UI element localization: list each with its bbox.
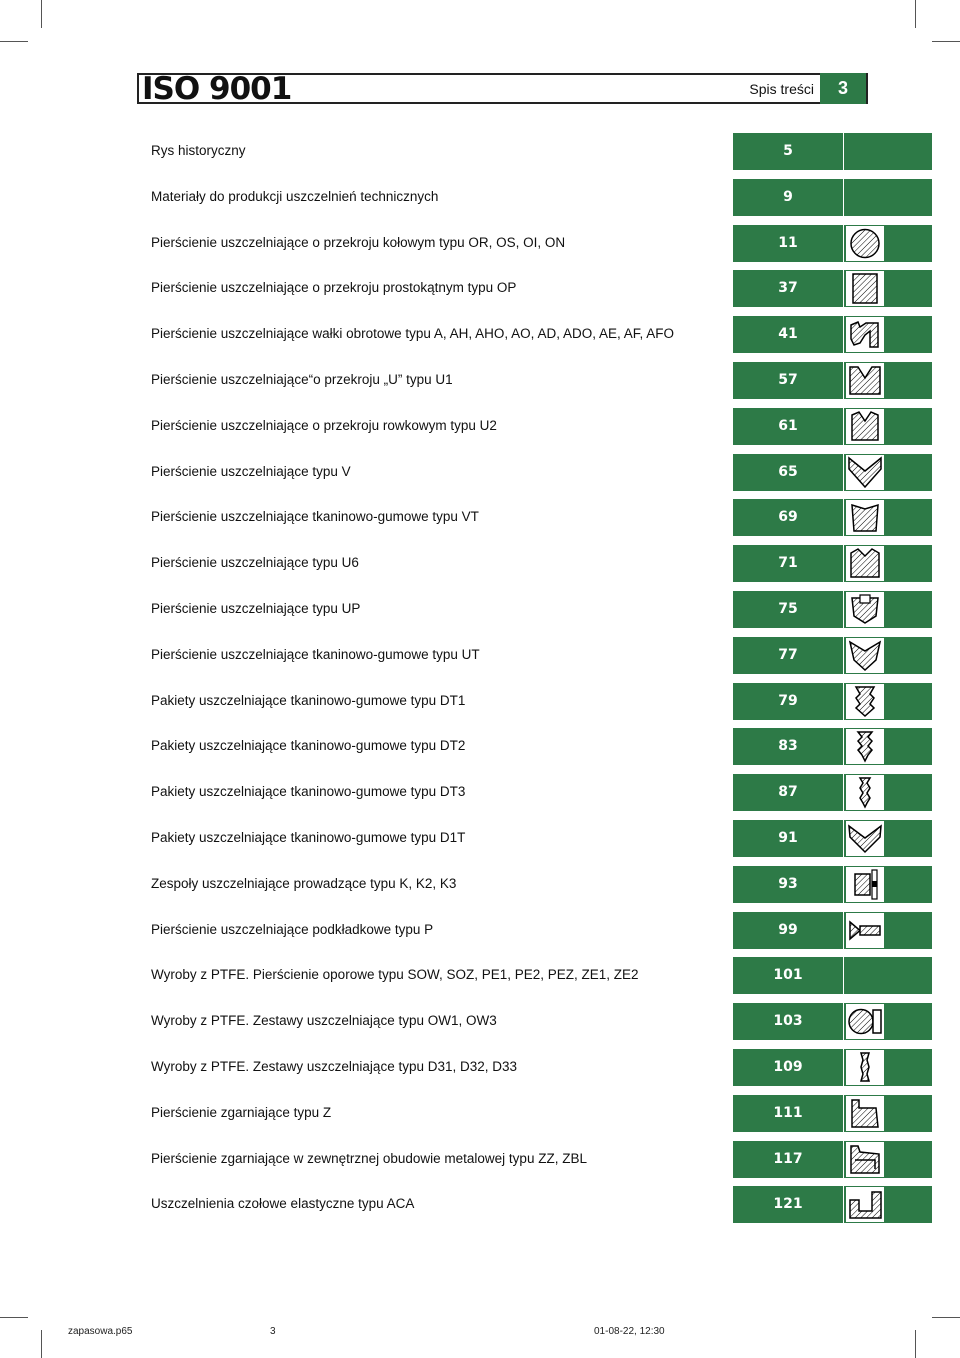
toc-row[interactable] (0, 637, 960, 674)
toc-title: Wyroby z PTFE. Zestawy uszczelniające typu OW1, OW3 (151, 1013, 497, 1028)
toc-title: Pierścienie uszczelniające typu U6 (151, 555, 359, 570)
o-ring-section-icon (846, 226, 884, 261)
toc-page-number[interactable]: 9 (733, 179, 843, 216)
toc-row[interactable] (0, 866, 960, 903)
dt3-stack-icon (846, 775, 884, 810)
toc-page-number[interactable]: 91 (733, 820, 843, 857)
toc-icon-cell (844, 133, 932, 170)
toc-row[interactable] (0, 957, 960, 994)
toc-page-number[interactable]: 71 (733, 545, 843, 582)
toc-title: Pierścienie uszczelniające wałki obrotowe typu A, AH, AHO, AO, AD, ADO, AE, AF, AFO (151, 326, 674, 341)
section-label: Spis treści (749, 81, 814, 97)
toc-page-number[interactable]: 121 (733, 1186, 843, 1223)
toc-row[interactable] (0, 362, 960, 399)
dt1-stack-icon (846, 684, 884, 719)
toc-row[interactable] (0, 133, 960, 170)
toc-icon-cell (844, 316, 932, 353)
toc-row[interactable] (0, 820, 960, 857)
shaft-seal-section-icon (846, 317, 884, 352)
toc-icon-cell (844, 957, 932, 994)
footer-filename: zapasowa.p65 (68, 1326, 133, 1337)
d1t-stack-icon (846, 821, 884, 856)
toc-title: Pierścienie uszczelniające tkaninowo-gumowe typu UT (151, 647, 480, 662)
toc-title: Wyroby z PTFE. Zestawy uszczelniające typu D31, D32, D33 (151, 1059, 518, 1074)
toc-icon-cell (844, 591, 932, 628)
crop-mark (0, 1317, 28, 1318)
toc-icon-cell (844, 1095, 932, 1132)
toc-title: Uszczelnienia czołowe elastyczne typu ACA (151, 1196, 415, 1211)
toc-row[interactable] (0, 454, 960, 491)
toc-page-number[interactable]: 57 (733, 362, 843, 399)
ptfe-ow-set-icon (846, 1004, 884, 1039)
toc-icon-cell (844, 408, 932, 445)
footer-page: 3 (270, 1326, 276, 1337)
toc-title: Pierścienie uszczelniające“o przekroju „U” typu U1 (151, 372, 453, 387)
toc-title: Pierścienie uszczelniające typu V (151, 464, 351, 479)
toc-page-number[interactable]: 41 (733, 316, 843, 353)
toc-title: Pierścienie uszczelniające o przekroju kołowym typu OR, OS, OI, ON (151, 235, 566, 250)
toc-title: Materiały do produkcji uszczelnień technicznych (151, 189, 439, 204)
crop-mark (932, 41, 960, 42)
toc-icon-cell (844, 1186, 932, 1223)
crop-mark (0, 41, 28, 42)
page-header (137, 71, 868, 107)
guide-seal-icon (846, 867, 884, 902)
ut-section-icon (846, 638, 884, 673)
toc-page-number[interactable]: 117 (733, 1141, 843, 1178)
toc-title: Rys historyczny (151, 143, 246, 158)
toc-icon-cell (844, 270, 932, 307)
toc-page-number[interactable]: 83 (733, 728, 843, 765)
crop-mark (41, 1330, 42, 1358)
crop-mark (41, 0, 42, 28)
toc-row[interactable] (0, 1141, 960, 1178)
toc-row[interactable] (0, 912, 960, 949)
toc-icon-cell (844, 545, 932, 582)
crop-mark (915, 1330, 916, 1358)
toc-row[interactable] (0, 1003, 960, 1040)
toc-page-number[interactable]: 75 (733, 591, 843, 628)
face-seal-section-icon (846, 1187, 884, 1222)
toc-row[interactable] (0, 683, 960, 720)
toc-title: Pakiety uszczelniające tkaninowo-gumowe typu DT3 (151, 784, 466, 799)
rectangular-section-icon (846, 271, 884, 306)
toc-page-number[interactable]: 77 (733, 637, 843, 674)
toc-page-number[interactable]: 69 (733, 499, 843, 536)
toc-icon-cell (844, 728, 932, 765)
toc-page-number[interactable]: 11 (733, 225, 843, 262)
v-section-icon (846, 455, 884, 490)
toc-page-number[interactable]: 111 (733, 1095, 843, 1132)
toc-title: Pakiety uszczelniające tkaninowo-gumowe typu DT1 (151, 693, 466, 708)
toc-page-number[interactable]: 79 (733, 683, 843, 720)
toc-page-number[interactable]: 101 (733, 957, 843, 994)
dt2-stack-icon (846, 729, 884, 764)
toc-icon-cell (844, 179, 932, 216)
toc-title: Wyroby z PTFE. Pierścienie oporowe typu SOW, SOZ, PE1, PE2, PEZ, ZE1, ZE2 (151, 967, 639, 982)
u6-section-icon (846, 546, 884, 581)
toc-row[interactable] (0, 1095, 960, 1132)
toc-row[interactable] (0, 1186, 960, 1223)
toc-icon-cell (844, 454, 932, 491)
toc-icon-cell (844, 774, 932, 811)
footer-timestamp: 01-08-22, 12:30 (594, 1326, 665, 1337)
toc-title: Pierścienie uszczelniające typu UP (151, 601, 361, 616)
toc-icon-cell (844, 1049, 932, 1086)
toc-title: Pierścienie uszczelniające o przekroju rowkowym typu U2 (151, 418, 497, 433)
toc-page-number[interactable]: 65 (733, 454, 843, 491)
toc-page-number[interactable]: 5 (733, 133, 843, 170)
toc-page-number[interactable]: 99 (733, 912, 843, 949)
toc-title: Pakiety uszczelniające tkaninowo-gumowe typu D1T (151, 830, 466, 845)
toc-icon-cell (844, 499, 932, 536)
section-number: 3 (820, 73, 866, 104)
toc-row[interactable] (0, 1049, 960, 1086)
toc-icon-cell (844, 637, 932, 674)
u-section-icon (846, 363, 884, 398)
toc-icon-cell (844, 362, 932, 399)
toc-title: Pierścienie zgarniające typu Z (151, 1105, 332, 1120)
toc-page-number[interactable]: 93 (733, 866, 843, 903)
toc-row[interactable] (0, 408, 960, 445)
crop-mark (915, 0, 916, 28)
toc-icon-cell (844, 912, 932, 949)
wiper-section-icon (846, 1096, 884, 1131)
toc-title: Pierścienie uszczelniające o przekroju prostokątnym typu OP (151, 280, 517, 295)
toc-title: Pierścienie uszczelniające tkaninowo-gumowe typu VT (151, 509, 479, 524)
washer-seal-icon (846, 913, 884, 948)
toc-title: Pierścienie zgarniające w zewnętrznej obudowie metalowej typu ZZ, ZBL (151, 1151, 587, 1166)
toc-page-number[interactable]: 61 (733, 408, 843, 445)
ptfe-d3-set-icon (846, 1050, 884, 1085)
toc-page-number[interactable]: 37 (733, 270, 843, 307)
toc-page-number[interactable]: 103 (733, 1003, 843, 1040)
toc-row[interactable] (0, 316, 960, 353)
crop-mark (932, 1317, 960, 1318)
up-section-icon (846, 592, 884, 627)
toc-page-number[interactable]: 109 (733, 1049, 843, 1086)
toc-row[interactable] (0, 270, 960, 307)
toc-row[interactable] (0, 774, 960, 811)
toc-row[interactable] (0, 545, 960, 582)
toc-icon-cell (844, 1003, 932, 1040)
toc-row[interactable] (0, 179, 960, 216)
toc-title: Pierścienie uszczelniające podkładkowe typu P (151, 922, 434, 937)
iso-logo: ISO 9001 (142, 71, 292, 107)
groove-section-icon (846, 409, 884, 444)
vt-section-icon (846, 500, 884, 535)
toc-icon-cell (844, 866, 932, 903)
toc-title: Pakiety uszczelniające tkaninowo-gumowe typu DT2 (151, 738, 466, 753)
toc-icon-cell (844, 683, 932, 720)
toc-page-number[interactable]: 87 (733, 774, 843, 811)
toc-icon-cell (844, 820, 932, 857)
toc-row[interactable] (0, 728, 960, 765)
metal-wiper-section-icon (846, 1142, 884, 1177)
toc-row[interactable] (0, 499, 960, 536)
toc-row[interactable] (0, 591, 960, 628)
toc-row[interactable] (0, 225, 960, 262)
toc-icon-cell (844, 1141, 932, 1178)
toc-title: Zespoły uszczelniające prowadzące typu K, K2, K3 (151, 876, 457, 891)
toc-icon-cell (844, 225, 932, 262)
